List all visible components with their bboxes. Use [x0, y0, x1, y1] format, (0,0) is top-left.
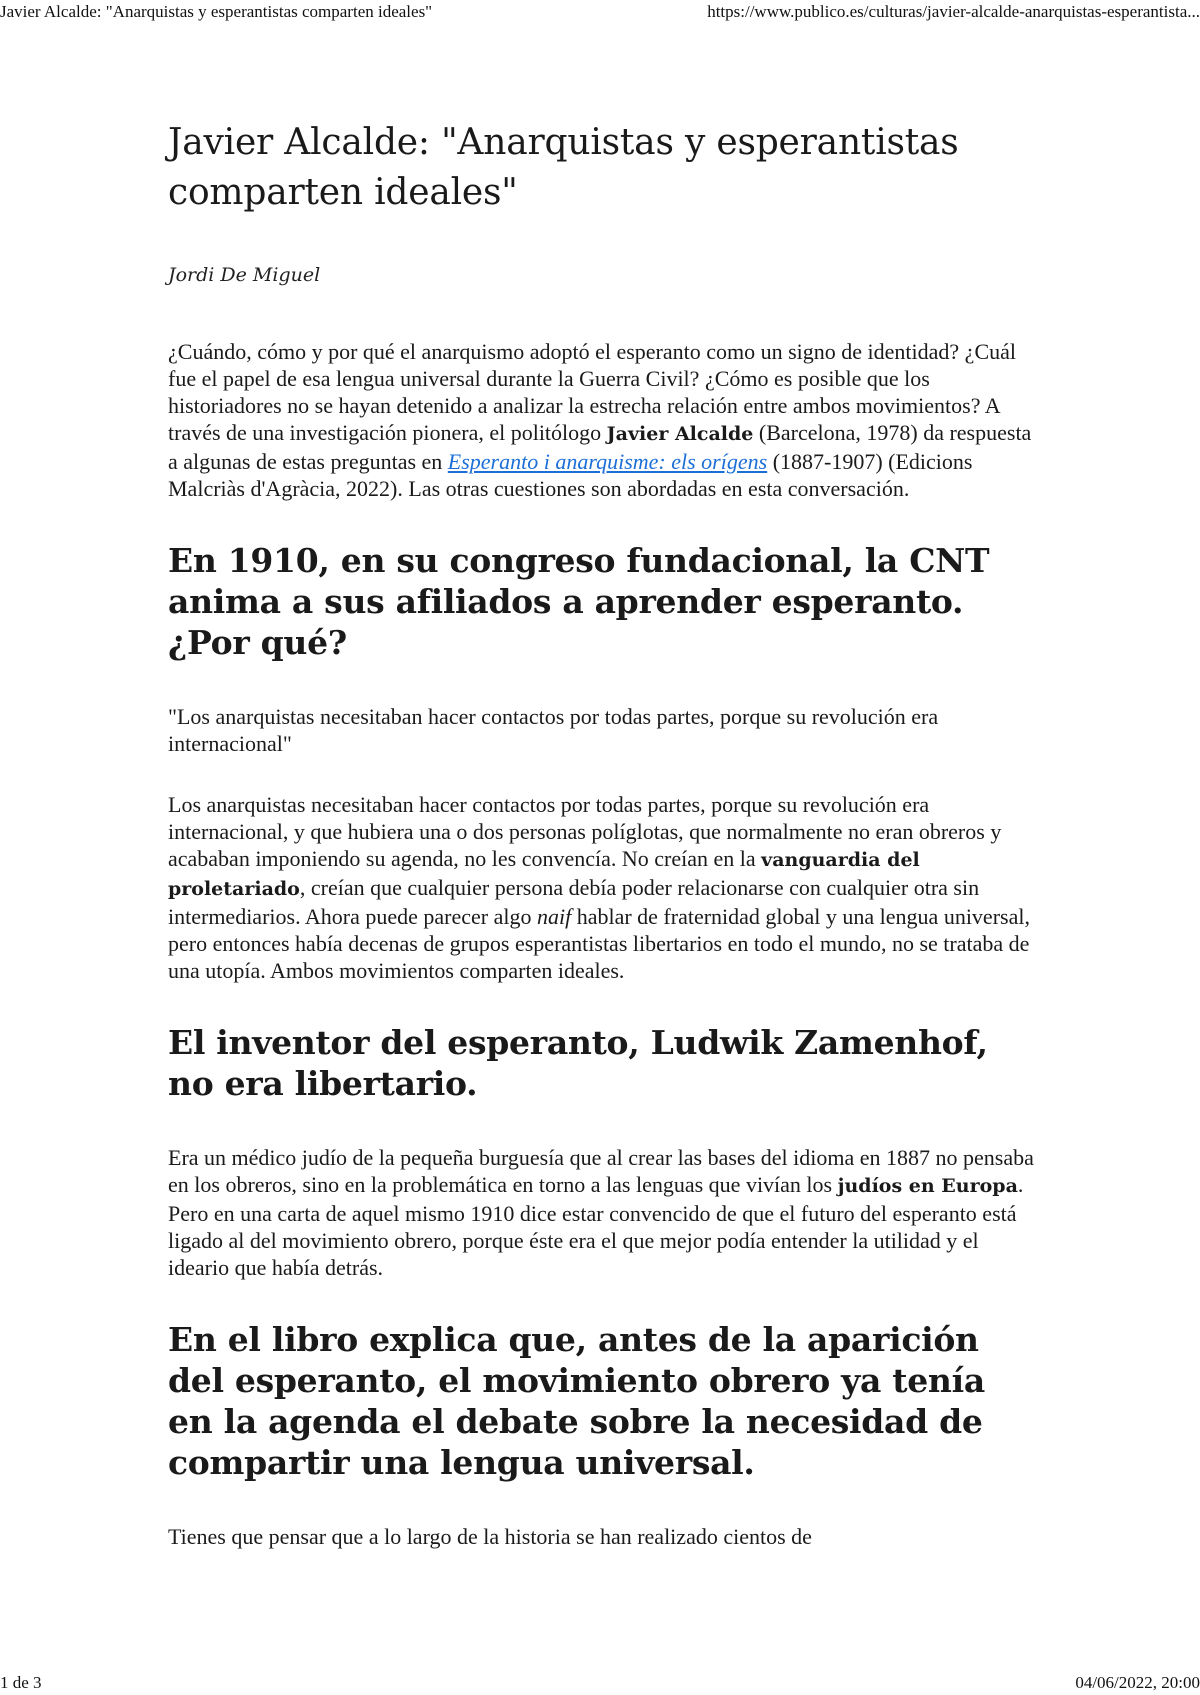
print-header-url[interactable]: https://www.publico.es/culturas/javier-alcalde-anarquistas-esperantista... [707, 2, 1200, 21]
intro-text-3: (1887-1907) (Edicions Malcriàs d'Agràcia, 2022). Las otras cuestiones son abordadas en esta conversación. [168, 449, 973, 501]
answer-2-text-2: . Pero en una carta de aquel mismo 1910 dice estar convencido de que el futuro del esperanto está ligado al del movimiento obrero, porque éste era el que mejor podía entender la utilidad y el ideario que había detrás. [168, 1172, 1024, 1280]
answer-2 [168, 1144, 1038, 1281]
answer-1-text-1: Los anarquistas necesitaban hacer contactos por todas partes, porque su revolución era internacional, y que hubiera una o dos personas políglotas, que normalmente no eran obreros y acababan imponiendo su agenda, no les convencía. No creían en la [168, 792, 1002, 871]
print-header-title: Javier Alcalde: "Anarquistas y esperantistas comparten ideales" [0, 2, 433, 21]
answer-3-start: Tienes que pensar que a lo largo de la historia se han realizado cientos de [168, 1524, 812, 1549]
print-datetime: 04/06/2022, 20:00 [1075, 1673, 1200, 1692]
print-footer [0, 1673, 1200, 1693]
answer-1-bold: vanguardia del proletariado [168, 849, 920, 900]
intro-paragraph [168, 338, 1038, 502]
answer-1 [168, 791, 1038, 984]
intro-text-1: ¿Cuándo, cómo y por qué el anarquismo adoptó el esperanto como un signo de identidad? ¿Cuál fue el papel de esa lengua universal durante la Guerra Civil? ¿Cómo es posible que los historiadores no se hayan detenido a analizar la estrecha relación entre ambos movimientos? A través de una investigación pionera, el politólogo [168, 339, 1016, 445]
question-1: En 1910, en su congreso fundacional, la CNT anima a sus afiliados a aprender esperanto. ¿Por qué? [168, 541, 990, 662]
intro-text-2: (Barcelona, 1978) da respuesta a algunas de estas preguntas en [168, 420, 1032, 474]
page-number: 1 de 3 [0, 1673, 42, 1692]
book-link[interactable]: Esperanto i anarquisme: els orígens [447, 449, 768, 474]
byline: Jordi De Miguel [168, 264, 321, 286]
article-title: Javier Alcalde: "Anarquistas y esperantistas comparten ideales" [168, 122, 959, 213]
answer-1-text-2: , creían que cualquier persona debía poder relacionarse con cualquier otra sin intermediarios. Ahora puede parecer algo [168, 875, 980, 929]
answer-2-bold: judíos en Europa [837, 1175, 1018, 1197]
answer-2-text-1: Era un médico judío de la pequeña burguesía que al crear las bases del idioma en 1887 no pensaba en los obreros, sino en la problemática en torno a las lenguas que vivían los [168, 1145, 1034, 1197]
pull-quote: "Los anarquistas necesitaban hacer contactos por todas partes, porque su revolución era internacional" [168, 704, 939, 756]
intro-bold-name: Javier Alcalde [606, 423, 754, 445]
answer-1-italic: naif [536, 904, 572, 929]
question-3: En el libro explica que, antes de la aparición del esperanto, el movimiento obrero ya tenía en la agenda el debate sobre la necesidad de compartir una lengua universal. [168, 1320, 985, 1482]
article [168, 118, 1038, 1588]
print-header [0, 2, 1200, 22]
answer-1-text-3: hablar de fraternidad global y una lengua universal, pero entonces había decenas de grupos esperantistas libertarios en todo el mundo, no se trataba de una utopía. Ambos movimientos comparten ideales. [168, 904, 1030, 983]
question-2: El inventor del esperanto, Ludwik Zamenhof, no era libertario. [168, 1023, 988, 1103]
